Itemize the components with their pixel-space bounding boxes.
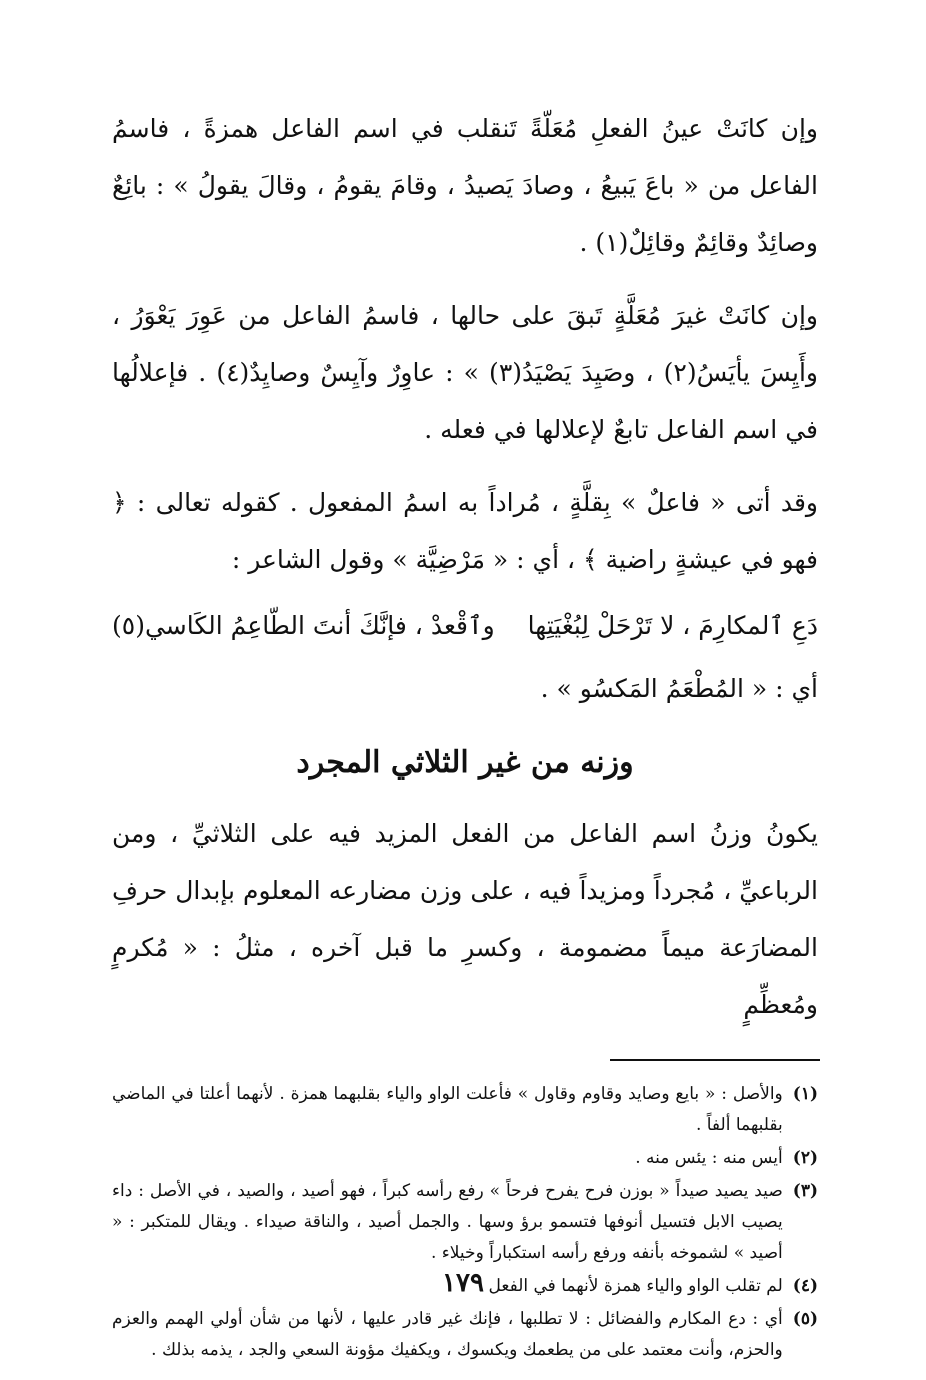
footnote-text: والأصل : « بايع وصايد وقاوم وقاول » فأعلت الواو والياء بقلبهما همزة . لأنهما أعلتا في الماضي بقلبهما ألفاً . [112, 1084, 783, 1135]
paragraph-2: وإن كانَتْ غيرَ مُعَلَّةٍ تَبقَ على حالها ، فاسمُ الفاعل من عَوِرَ يَعْوَرُ ، وأَيِسَ يأيَسُ(٢) ، وصَيِدَ يَصْيَدُ(٣) » : عاوِرٌ وآيِسٌ وصايِدٌ(٤) . فإعلالُها في اسم الفاعل تابعٌ لإعلالها في فعله . [112, 301, 818, 444]
verse-explanation: أي : « المُطْعَمُ المَكسُو » . [540, 674, 818, 703]
section-heading: وزنه من غير الثلاثي المجرد [296, 745, 634, 780]
page-number: ١٧٩ [442, 1268, 484, 1298]
paragraph-3: وقد أتى « فاعلٌ » بِقلَّةٍ ، مُراداً به اسمُ المفعول . كقوله تعالى : ﴿ فهو في عيشةٍ راضية ﴾ ، أي : « مَرْضِيَّة » وقول الشاعر : [112, 488, 818, 574]
paragraph-1: وإن كانَتْ عينُ الفعلِ مُعَلّةً تَنقلب في اسم الفاعل همزةً ، فاسمُ الفاعل من « باعَ يَبيعُ ، وصادَ يَصيدُ ، وقامَ يقومُ ، وقالَ يقولُ » : بائِعٌ وصائِدٌ وقائِمٌ وقائِلٌ(١) . [112, 114, 818, 257]
footnote-number: (٣) [792, 1181, 818, 1201]
footnotes [112, 1079, 818, 1366]
verse-first-half: دَعِ ٱلمكارِمَ ، لا تَرْحَلْ لِبُغْيَتِها [527, 611, 818, 640]
footnote-number: (٢) [792, 1148, 818, 1168]
poetry-verse [112, 596, 818, 656]
footnote-text: أيس منه : يئس منه . [635, 1148, 783, 1168]
footnote-1 [112, 1079, 818, 1141]
footnote-2 [112, 1143, 818, 1174]
footnote-number: (٥) [792, 1309, 818, 1329]
footnote-3 [112, 1176, 818, 1269]
footnote-number: (٤) [792, 1276, 818, 1296]
footnote-text: لم تقلب الواو والياء همزة لأنهما في الفعل . [477, 1276, 783, 1296]
verse-second-half: وٱقْعدْ ، فإنَّكَ أنتَ الطّاعِمُ الكَاسي(٥) [112, 611, 495, 640]
footnote-divider [610, 1059, 820, 1061]
footnote-5 [112, 1304, 818, 1366]
paragraph-4: يكونُ وزنُ اسم الفاعل من الفعل المزيد فيه على الثلاثيِّ ، ومن الرباعيِّ ، مُجرداً ومزيداً فيه ، على وزن مضارعه المعلوم بإبدال حرفِ المضارَعة ميماً مضمومة ، وكسرِ ما قبل آخره ، مثلُ : « مُكرمٍ ومُعظِّمٍ [112, 819, 818, 1019]
footnote-number: (١) [792, 1084, 818, 1104]
footnote-text: أي : دع المكارم والفضائل : لا تطلبها ، فإنك غير قادر عليها ، لأنها من شأن أولي الهمم والعزم والحزم، وأنت معتمد على من يطعمك ويكسوك ، ويكفيك مؤونة السعي والجد ، يذمه بذلك . [112, 1309, 783, 1360]
footnote-text: صيد يصيد صيداً « بوزن فرح يفرح فرحاً » رفع رأسه كبراً ، فهو أصيد ، والصيد ، في الأصل : داء يصيب الابل فتسيل أنوفها فتسمو برؤ وسها . والجمل أصيد ، والناقة صيداء . ويقال للمتكبر : « أصيد » لشموخه بأنفه ورفع رأسه استكباراً وخيلاء . [112, 1181, 783, 1263]
